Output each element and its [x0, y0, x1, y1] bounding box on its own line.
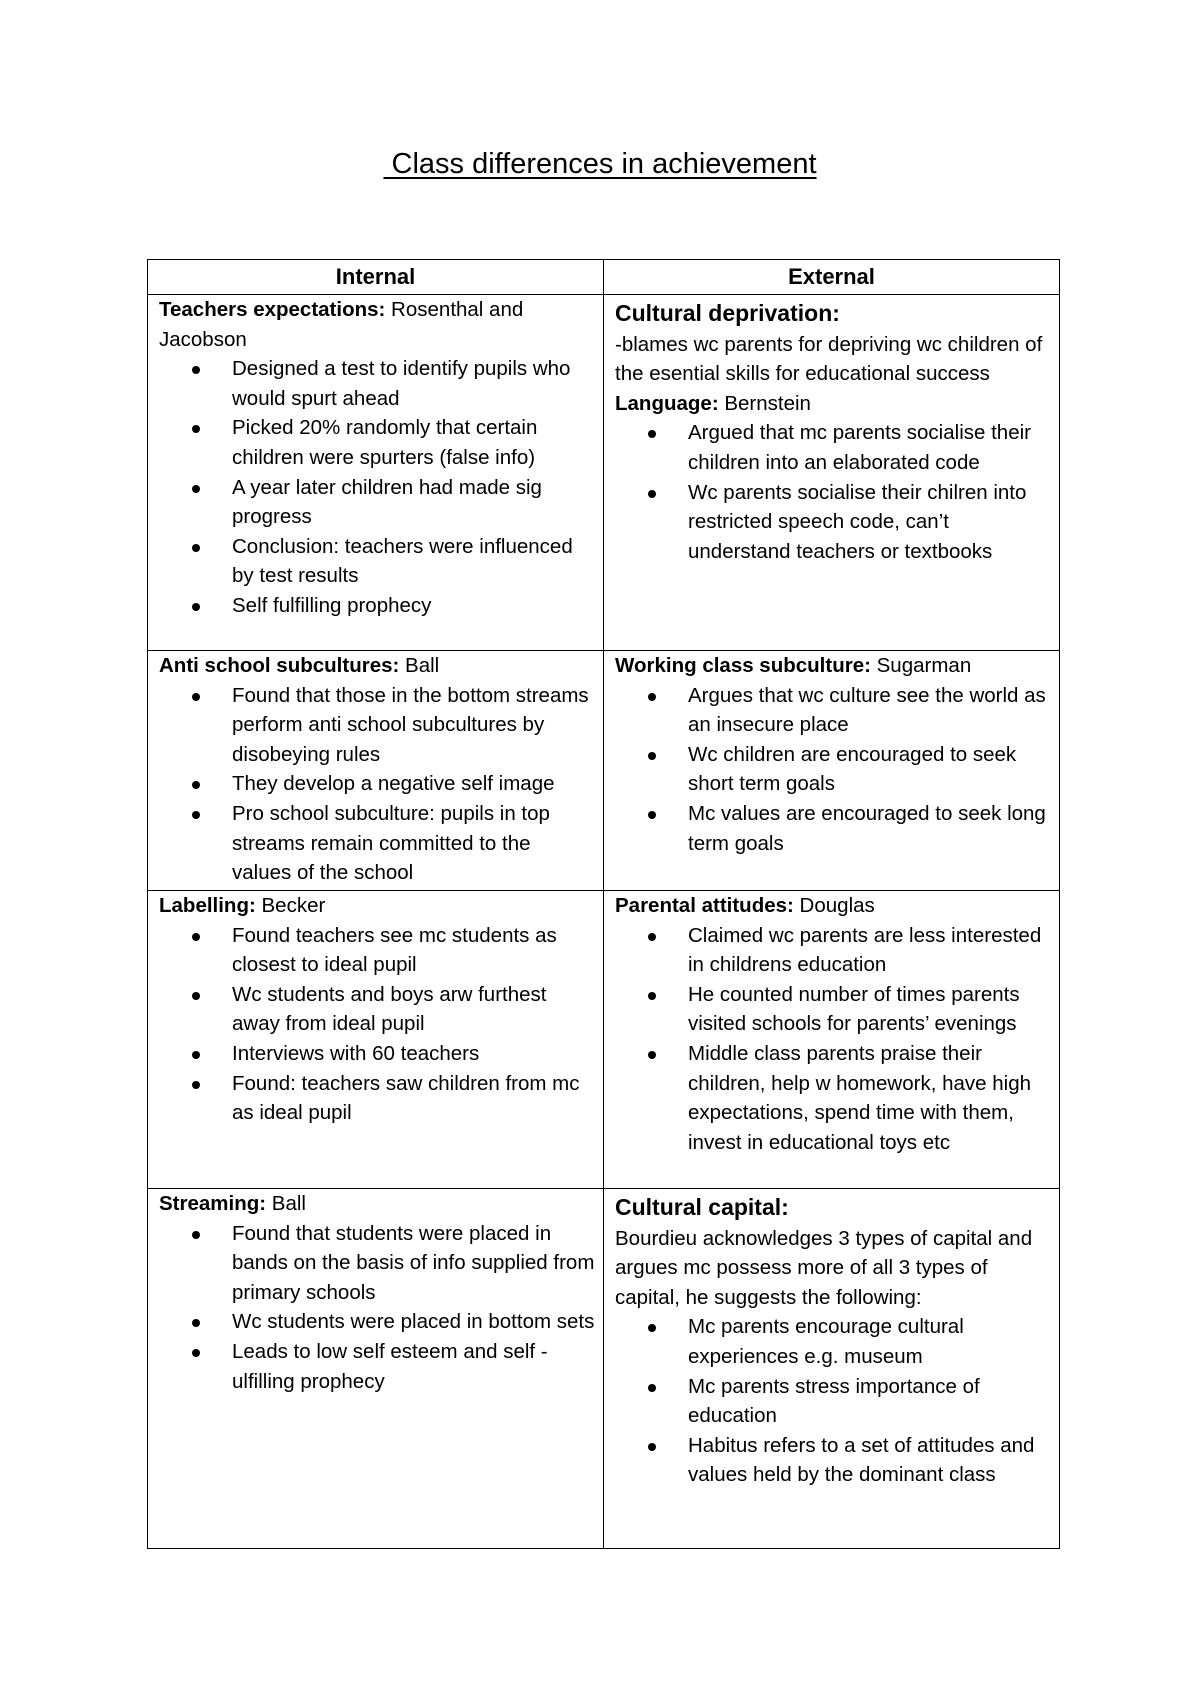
cell-heading-author: Becker	[255, 894, 326, 917]
list-item: Leads to low self esteem and self -ulfilling prophecy	[232, 1337, 595, 1396]
list-item: Wc students and boys arw furthest away from ideal pupil	[232, 980, 595, 1039]
list-item: Wc children are encouraged to seek short term goals	[688, 740, 1051, 799]
list-item: Designed a test to identify pupils who would spurt ahead	[232, 354, 595, 413]
table-row	[148, 1189, 1060, 1549]
cell-heading	[159, 891, 595, 921]
cell-heading-label: Teachers expectations:	[159, 298, 386, 321]
list-item: Found that students were placed in bands on the basis of info supplied from primary schools	[232, 1219, 595, 1308]
internal-cell-streaming	[148, 1189, 604, 1549]
list-item: Middle class parents praise their children, help w homework, have high expectations, spend time with them, invest in educational toys etc	[688, 1039, 1051, 1157]
cell-subheading-author: Bernstein	[718, 391, 811, 415]
list-item: Mc values are encouraged to seek long term goals	[688, 799, 1051, 858]
cell-heading-label: Working class subculture:	[615, 654, 871, 677]
external-cell-cultural-capital	[604, 1189, 1060, 1549]
cell-intro: -blames wc parents for depriving wc children of the esential skills for educational success	[615, 332, 1043, 386]
list-item: A year later children had made sig progress	[232, 473, 595, 532]
table-row	[148, 651, 1060, 891]
table-header-row	[148, 260, 1060, 295]
cell-heading	[615, 891, 1051, 921]
list-item: Pro school subculture: pupils in top streams remain committed to the values of the school	[232, 799, 595, 888]
list-item: They develop a negative self image	[232, 769, 595, 799]
internal-cell-anti-school-subcultures	[148, 651, 604, 891]
cell-heading	[615, 651, 1051, 681]
list-item: He counted number of times parents visited schools for parents’ evenings	[688, 980, 1051, 1039]
bullet-list	[615, 1312, 1051, 1490]
internal-cell-labelling	[148, 891, 604, 1189]
cell-heading	[615, 295, 1051, 330]
cell-heading	[159, 651, 595, 681]
bullet-list	[159, 354, 595, 620]
bullet-list	[159, 921, 595, 1128]
bullet-list	[615, 418, 1051, 566]
list-item: Wc parents socialise their chilren into restricted speech code, can’t understand teachers or textbooks	[688, 478, 1051, 567]
cell-intro: Bourdieu acknowledges 3 types of capital and argues mc possess more of all 3 types of capital, he suggests the following:	[615, 1226, 1033, 1309]
internal-cell-teachers-expectations	[148, 295, 604, 651]
cell-heading	[159, 1189, 595, 1219]
cell-heading	[615, 1189, 1051, 1224]
list-item: Conclusion: teachers were influenced by test results	[232, 532, 595, 591]
list-item: Interviews with 60 teachers	[232, 1039, 595, 1069]
cell-subheading-label: Language:	[615, 391, 719, 415]
list-item: Found: teachers saw children from mc as ideal pupil	[232, 1069, 595, 1128]
cell-heading-author: Sugarman	[870, 654, 972, 677]
cell-heading-label: Parental attitudes:	[615, 894, 794, 917]
list-item: Habitus refers to a set of attitudes and values held by the dominant class	[688, 1431, 1051, 1490]
cell-heading-author: Douglas	[793, 894, 875, 917]
cell-heading-label: Labelling:	[159, 894, 256, 917]
list-item: Wc students were placed in bottom sets	[232, 1307, 595, 1337]
cell-heading-label: Anti school subcultures:	[159, 654, 400, 677]
cell-heading-author: Ball	[399, 654, 440, 677]
cell-heading-author: Ball	[266, 1192, 306, 1215]
cell-heading-label: Cultural capital:	[615, 1194, 789, 1220]
header-internal: Internal	[148, 260, 604, 295]
table-row	[148, 295, 1060, 651]
bullet-list	[615, 681, 1051, 859]
list-item: Picked 20% randomly that certain children were spurters (false info)	[232, 413, 595, 472]
header-external: External	[604, 260, 1060, 295]
bullet-list	[159, 1219, 595, 1397]
list-item: Self fulfilling prophecy	[232, 591, 595, 621]
list-item: Mc parents stress importance of education	[688, 1372, 1051, 1431]
document-title-text: Class differences in achievement	[383, 148, 817, 180]
list-item: Claimed wc parents are less interested in childrens education	[688, 921, 1051, 980]
cell-heading-label: Streaming:	[159, 1192, 267, 1215]
bullet-list	[615, 921, 1051, 1158]
table-row	[148, 891, 1060, 1189]
cell-heading-label: Cultural deprivation:	[615, 300, 840, 326]
external-cell-cultural-deprivation	[604, 295, 1060, 651]
external-cell-parental-attitudes	[604, 891, 1060, 1189]
cell-heading	[159, 295, 595, 354]
list-item: Argued that mc parents socialise their children into an elaborated code	[688, 418, 1051, 477]
cell-heading-author: Rosenthal and Jacobson	[159, 298, 524, 351]
comparison-table	[147, 259, 1060, 1549]
cell-subheading	[615, 389, 1051, 419]
external-cell-working-class-subculture	[604, 651, 1060, 891]
list-item: Found that those in the bottom streams perform anti school subcultures by disobeying rules	[232, 681, 595, 770]
list-item: Found teachers see mc students as closest to ideal pupil	[232, 921, 595, 980]
list-item: Argues that wc culture see the world as an insecure place	[688, 681, 1051, 740]
document-title	[0, 146, 1200, 182]
bullet-list	[159, 681, 595, 888]
list-item: Mc parents encourage cultural experiences e.g. museum	[688, 1312, 1051, 1371]
